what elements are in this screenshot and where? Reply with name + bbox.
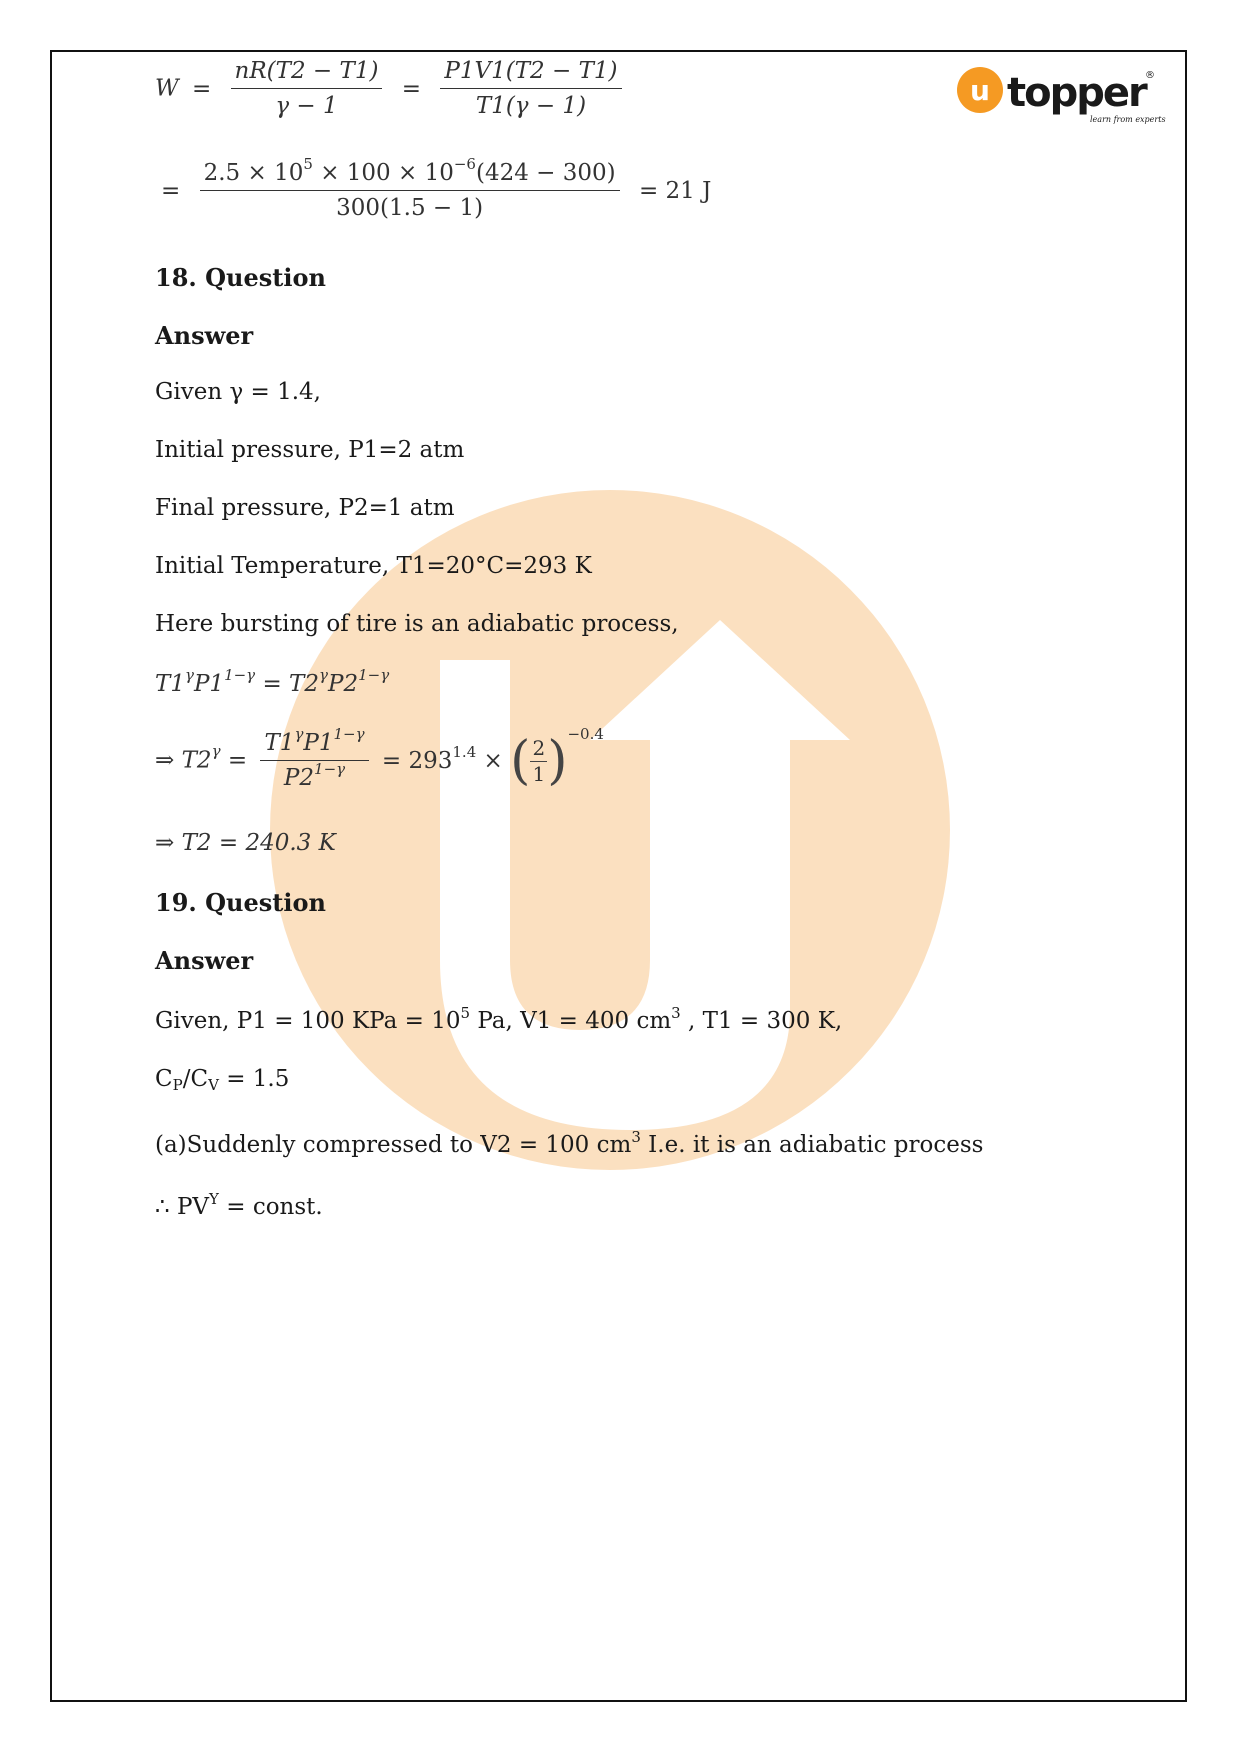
- q18-adiabatic-relation: $T1^\gamma P1^{1-\gamma} = T2^\gamma P2^{1-\gamma}$: [155, 666, 390, 697]
- question-18-heading: 18. Question: [155, 263, 326, 292]
- q18-process-statement: Here bursting of tire is an adiabatic process,: [155, 611, 679, 637]
- svg-text:learn from experts: learn from experts: [1090, 115, 1166, 124]
- q19-heat-capacity-ratio: CP/CV = 1.5: [155, 1066, 290, 1094]
- work-calculation: = $\frac{2.5 \times 10^5 \times 100 \times 10^{-6}(424 - 300)}{300(1.5 - 1)}$ = 21 J: [161, 155, 712, 221]
- q18-final-pressure: Final pressure, P2=1 atm: [155, 495, 455, 521]
- q18-t2-fraction: $\frac{T1^\gamma P1^{1-\gamma}}{P2^{1-\gamma}}$: [260, 730, 368, 791]
- q18-result: ⇒ T2 = 240.3 K: [155, 830, 336, 856]
- svg-text:®: ®: [1145, 70, 1155, 81]
- topper-logo-icon: [955, 62, 1166, 128]
- q18-given-gamma: Given γ = 1.4,: [155, 379, 321, 405]
- svg-text:u: u: [970, 74, 990, 107]
- work-fraction-2: $\frac{P1V1(T2 - T1)}{T1(\gamma - 1)}$: [440, 58, 621, 119]
- work-formula: W = $\frac{nR(T2 - T1)}{\gamma - 1}$ = $\frac{P1V1(T2 - T1)}{T1(\gamma - 1)}$: [155, 58, 628, 119]
- q18-initial-pressure: Initial pressure, P1=2 atm: [155, 437, 465, 463]
- q18-solve-t2: ⇒ $T2^\gamma$ = $\frac{T1^\gamma P1^{1-\gamma}}{P2^{1-\gamma}}$ = $293^{1.4}$ × ( $\frac{2}{1}$ )$^{-0.4}$: [155, 724, 604, 791]
- answer-19-heading: Answer: [155, 946, 254, 975]
- q19-given-values: Given, P1 = 100 KPa = $10^5$ Pa, V1 = 400 $cm^3$ , T1 = 300 K,: [155, 1004, 843, 1034]
- q19-constant-relation: ∴ $PV^Y$ = const.: [155, 1190, 323, 1220]
- work-calc-fraction: $\frac{2.5 \times 10^5 \times 100 \times 10^{-6}(424 - 300)}{300(1.5 - 1)}$: [200, 160, 620, 221]
- svg-text:topper: topper: [1007, 70, 1146, 116]
- q19-part-a: (a)Suddenly compressed to V2 = 100 $cm^3$ I.e. it is an adiabatic process: [155, 1128, 984, 1158]
- answer-18-heading: Answer: [155, 321, 254, 350]
- work-fraction-1: $\frac{nR(T2 - T1)}{\gamma - 1}$: [231, 58, 383, 119]
- q18-initial-temperature: Initial Temperature, T1=20°C=293 K: [155, 553, 592, 579]
- question-19-heading: 19. Question: [155, 888, 326, 917]
